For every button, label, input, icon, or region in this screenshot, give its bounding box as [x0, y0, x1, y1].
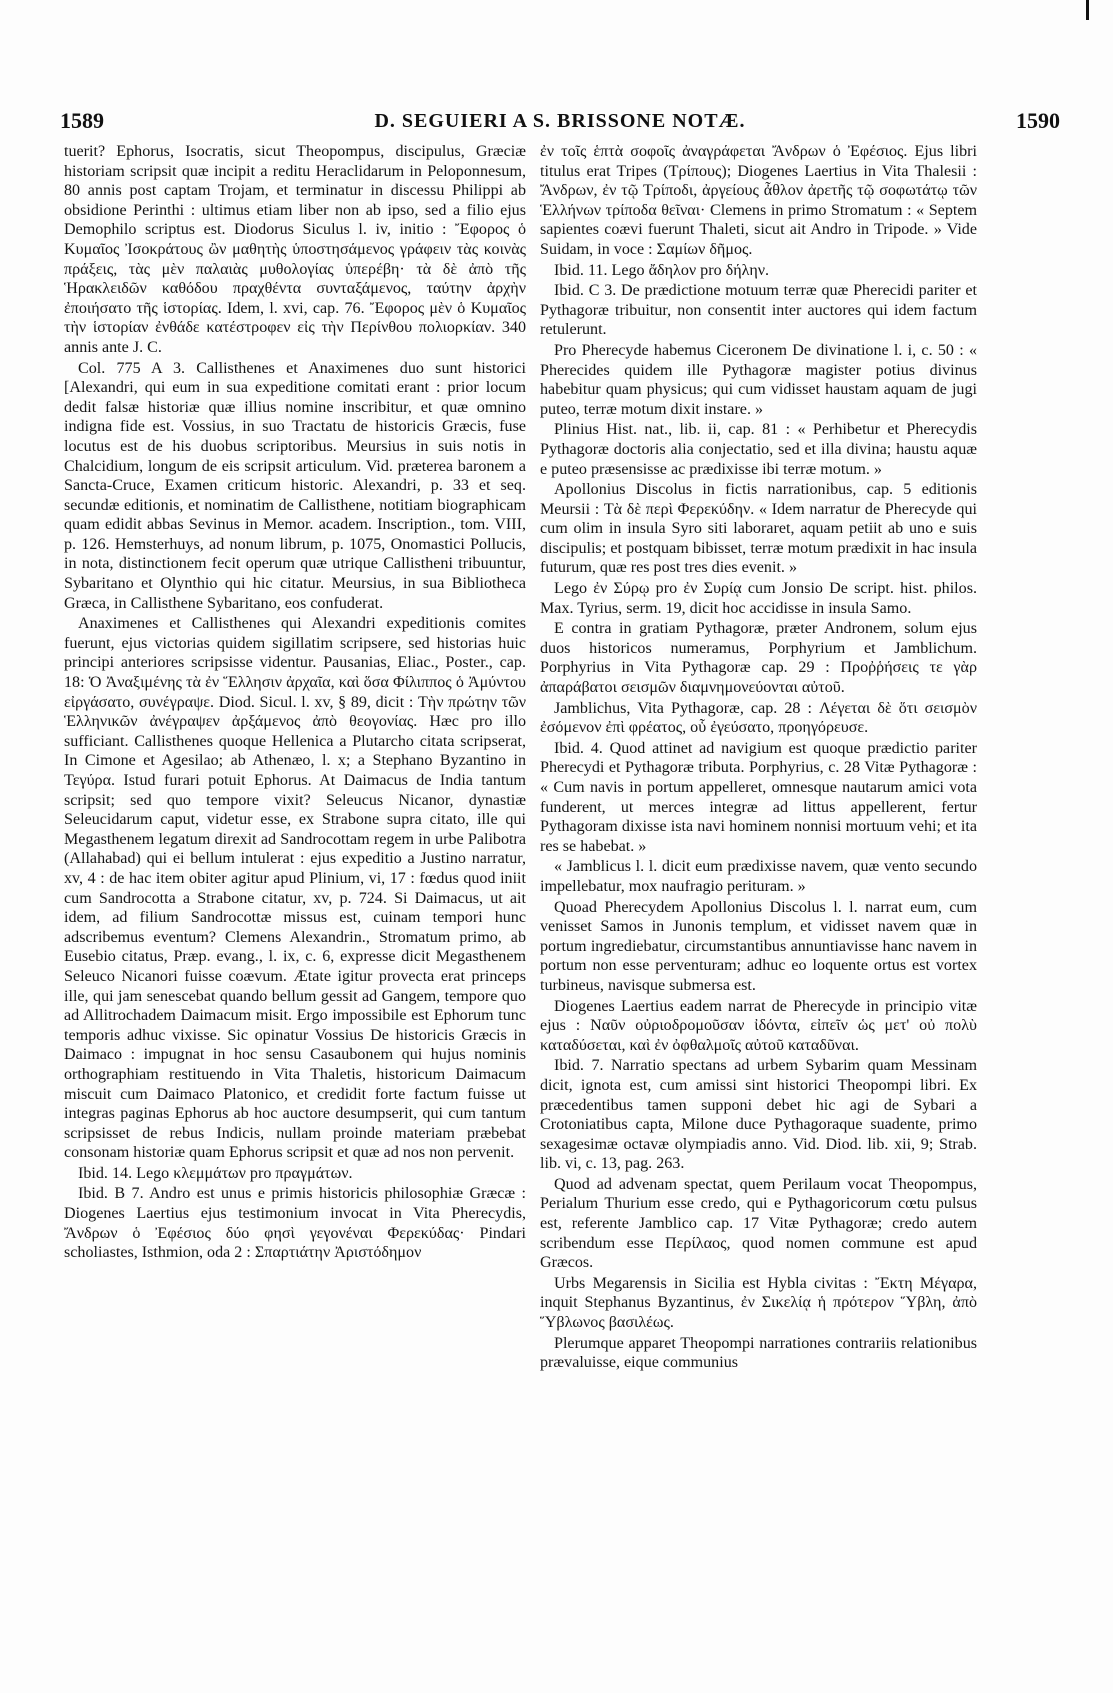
running-header	[60, 108, 1060, 138]
paragraph: Ibid. 7. Narratio spectans ad urbem Sybarim quam Messinam dicit, ignota est, cum amissi sint historici Theopompi libri. Ex præcedentibus tamen supponi debet hic agi de Sybari a Crotoniatibus capta, Milone duce Pythagoraque suadente, primo sexagesimæ octavæ olympiadis anno. Vid. Diod. lib. xii, 9; Strab. lib. vi, c. 13, pag. 263.	[540, 1057, 977, 1173]
paragraph: Urbs Megarensis in Sicilia est Hybla civitas : Ἔκτη Μέγαρα, inquit Stephanus Byzantinus, ἐν Σικελίᾳ ἡ πρότερον Ὕβλη, ἀπὸ Ὕβλωνος βασιλέως.	[540, 1274, 977, 1332]
paragraph: Jamblichus, Vita Pythagoræ, cap. 28 : Λέγεται δὲ ὅτι σεισμὸν ἐσόμενον ἐπὶ φρέατος, οὗ ἐγεύσατο, προηγόρευσε.	[540, 699, 977, 737]
paragraph: tuerit? Ephorus, Isocratis, sicut Theopompus, discipulus, Græciæ historiam scripsit quæ incipit a reditu Heraclidarum in Peloponnesum, 80 annis post captam Trojam, et terminatur in discessu Philippi ab obsidione Perinthi : ultimus etiam liber non ab ipso, sed a filio ejus Demophilo scriptus est. Diodorus Siculus l. iv, initio : Ἔφορος ὁ Κυμαῖος Ἰσοκράτους ὢν μαθητὴς ὑποστησάμενος γράφειν τὰς κοινὰς πράξεις, τὰς μὲν παλαιὰς μυθολογίας ὑπερέβη· τὰ δὲ ἀπὸ τῆς Ἡρακλειδῶν καθόδου πραχθέντα συνταξάμενος, ταύτην ἀρχὴν ἐποιήσατο τῆς ἱστορίας. Idem, l. xvi, cap. 76. Ἔφορος μὲν ὁ Κυμαῖος τὴν ἱστορίαν ἐνθάδε κατέστροφεν εἰς τὴν Περίνθου πολιορκίαν. 340 annis ante J. C.	[64, 143, 526, 356]
paragraph: Ibid. 4. Quod attinet ad navigium est quoque prædictio pariter Pherecydi et Pythagoræ tributa. Porphyrius, c. 28 Vitæ Pythagoræ : « Cum navis in portum appelleret, omnesque nautarum amici vota funderent, ut merces integræ ad littus appellerent, fertur Pythagoram dixisse ista navi hominem nonnisi mortuum vehi; et ita res se habebat. »	[540, 739, 977, 855]
paragraph: Plerumque apparet Theopompi narrationes contrariis relationibus prævaluisse, eique communius	[540, 1334, 977, 1372]
page-number-left: 1589	[60, 108, 104, 133]
paragraph: Quod ad advenam spectat, quem Perilaum vocat Theopompus, Perialum Thurium esse credo, qui e Pythagoricorum cœtu pulsus est, referente Jamblico cap. 17 Vitæ Pythagoræ; credo autem scribendum esse Περίλαος, quod nomen commune est apud Græcos.	[540, 1175, 977, 1272]
paragraph: Ibid. C 3. De prædictione motuum terræ quæ Pherecidi pariter et Pythagoræ tribuitur, non consentit inter auctores qui idem factum retulerunt.	[540, 282, 977, 339]
scan-edge-mark	[1086, 0, 1089, 20]
paragraph: Pro Pherecyde habemus Ciceronem De divinatione l. i, c. 50 : « Pherecides quidem ille Pythagoræ magister potius divinus habebitur quam physicus; qui cum vidisset haustam aquam de jugi puteo, terræ motum dixit instare. »	[540, 341, 977, 418]
paragraph: Ibid. B 7. Andro est unus e primis historicis philosophiæ Græcæ : Diogenes Laertius ejus testimonium invocat in Vita Pherecydis, Ἄνδρων ὁ Ἐφέσιος δύο φησὶ γεγονέναι Φερεκύδας· Pindari scholiastes, Isthmion, oda 2 : Σπαρτιάτην Ἀριστόδημον	[64, 1185, 526, 1262]
paragraph: E contra in gratiam Pythagoræ, præter Andronem, solum ejus duos historicos numeramus, Porphyrium et Jamblichum. Porphyrius in Vita Pythagoræ cap. 29 : Προῤῥήσεις τε γὰρ ἀπαράβατοι σεισμῶν διαμνημονεύονται αὐτοῦ.	[540, 620, 977, 697]
paragraph: Quoad Pherecydem Apollonius Discolus l. l. narrat eum, cum venisset Samos in Junonis templum, et vidisset navem quæ in portum ingrediebatur, circumstantibus annuntiavisse hanc navem in portum non esse perventuram; adhuc eo loquente ortus est vortex turbineus, navisque submersa est.	[540, 898, 977, 994]
running-title: D. SEGUIERI A S. BRISSONE NOTÆ.	[374, 110, 746, 132]
paragraph: Ibid. 14. Lego κλεμμάτων pro πραγμάτων.	[78, 1164, 353, 1182]
paragraph: Col. 775 A 3. Callisthenes et Anaximenes duo sunt historici [Alexandri, qui eum in sua expeditione comitati erant : prior locum dedit falsæ historiæ quæ illius nomine inscribitur, et quæ omnino indigna fide est. Vossius, in suo Tractatu de historicis Græcis, fuse locutus est de his duobus scriptoribus. Meursius in suis notis in Chalcidium, longum de eis scripsit articulum. Vid. præterea baronem a Sancta-Cruce, Examen criticum historic. Alexandri, p. 33 et seq. secundæ editionis, et nominatim de Callisthene, notitiam biographicam quam edidit abbas Sevinus in Memor. academ. Inscription., tom. VIII, p. 126. Hemsterhuys, ad nonum librum, p. 1075, Onomastici Pollucis, in nota, distinctionem fecit operum quæ utrique Callistheni tribuuntur, Sybaritano et Olynthio qui hic citatur. Meursius, in sua Bibliotheca Græca, in Callisthene Sybaritano, eos confuderat.	[64, 359, 526, 612]
paragraph: Diogenes Laertius eadem narrat de Pherecyde in principio vitæ ejus : Ναῦν οὐριοδρομοῦσαν ἰδόντα, εἰπεῖν ὡς μετ' οὐ πολὺ καταδύσεται, καὶ ἐν ὀφθαλμοῖς αὐτοῦ καταδῦναι.	[540, 997, 977, 1054]
right-column	[540, 142, 977, 1642]
paragraph: Anaximenes et Callisthenes qui Alexandri expeditionis comites fuerunt, ejus victorias quidem sigillatim scripsere, sed historias huic principi anteriores scripsisse videntur. Pausanias, Eliac., Poster., cap. 18: Ὁ Ἀναξιμένης τὰ ἐν Ἕλλησιν ἀρχαῖα, καὶ ὅσα Φίλιππος ὁ Ἀμύντου εἰργάσατο, συνέγραψε. Diod. Sicul. l. xv, § 89, dicit : Τὴν πρώτην τῶν Ἑλληνικῶν ἀνέγραψεν ἀρξάμενος ἀπὸ θεογονίας. Hæc pro illo sufficiant. Callisthenes quoque Hellenica a Plutarcho citata scripserat, In Cimone et Agesilao; ab Athenæo, l. x; a Stephano Byzantino in Τεγύρα. Istud furari potuit Ephorus. At Daimacus de India tantum scripsit; sed quo tempore vixit? Seleucus Nicanor, dynastiæ Seleucidarum caput, videtur esse, ex Strabone supra citato, ille qui Megasthenem legatum direxit ad Sandrocottam regem in urbe Palibotra (Allahabad) qui ei bellum intulerat : ejus expeditio a Justino narratur, xv, 4 : de hac item obiter agitur apud Plinium, vi, 17 : fœdus quod iniit cum Sandrocotta a Strabone citatur, xv, p. 724. Si Daimacus, ut ait idem, ad filium Sandrocottæ missus est, cuinam tempori hunc adscribemus eventum? Clemens Alexandrin., Stromatum primo, ab Eusebio citatus, Præp. evang., l. ix, c. 6, expresse dicit Megasthenem Seleuco Nicanori fuisse coævum. Ætate igitur provecta erat princeps ille, qui jam senescebat quando bellum gessit ad Gangem, tempore quo ad Allitrochadem Daimacum misit. Ergo impossibile est Ephorum tunc temporis adhuc vixisse. Sic opinatur Vossius De historicis Græcis in Daimaco : impugnat in hoc sensu Casaubonem qui hujus nominis orthographiam restituendo in Vita Thaletis, historicum Daimacum miscuit cum Daimaco Platonico, et credidit forte factum fuisse ut integras paginas Ephorus ab hoc auctore desumpserit, qui cum tantum scripsisset de rebus Indicis, nullam proinde materiam præbebat consonam historiæ quam Ephorus scripsit et quæ ad nos non pervenit.	[64, 615, 526, 1162]
page-number-right: 1590	[1016, 108, 1060, 133]
paragraph: Apollonius Discolus in fictis narrationibus, cap. 5 editionis Meursii : Τὰ δὲ περὶ Φερεκύδην. « Idem narratur de Pherecyde qui cum olim in insula Syro siti laboraret, aquam petiit ab uno e suis discipulis; et postquam bibisset, terræ motum prædixit in hac insula futurum, quæ res post tres dies evenit. »	[540, 481, 977, 577]
paragraph: Plinius Hist. nat., lib. ii, cap. 81 : « Perhibetur et Pherecydis Pythagoræ doctoris alia conjectatio, sed et illa divina; haustu aquæ e puteo præsensisse ac prædixisse ibi terræ motum. »	[540, 421, 977, 478]
left-column	[64, 142, 526, 1642]
paragraph: Lego ἐν Σύρῳ pro ἐν Συρίᾳ cum Jonsio De script. hist. philos. Max. Tyrius, serm. 19, dicit hoc accidisse in insula Samo.	[540, 580, 977, 617]
paragraph: « Jamblicus l. l. dicit eum prædixisse navem, quæ vento secundo impellebatur, mox naufragio perituram. »	[540, 858, 977, 895]
paragraph: ἐν τοῖς ἑπτὰ σοφοῖς ἀναγράφεται Ἄνδρων ὁ Ἐφέσιος. Ejus libri titulus erat Tripes (Τρίπους); Diogenes Laertius in Vita Thalesii : Ἄνδρων, ἐν τῷ Τρίποδι, ἀργείους ἆθλον ἀρετῆς τῷ σοφωτάτῳ τῶν Ἑλλήνων τρίποδα θεῖναι· Clemens in primo Stromatum : « Septem sapientes coævi fuerunt Thaleti, sicut ait Andro in Tripode. » Vide Suidam, in voce : Σαμίων δῆμος.	[540, 143, 977, 258]
paragraph: Ibid. 11. Lego ἄδηλον pro δήλην.	[554, 261, 770, 279]
